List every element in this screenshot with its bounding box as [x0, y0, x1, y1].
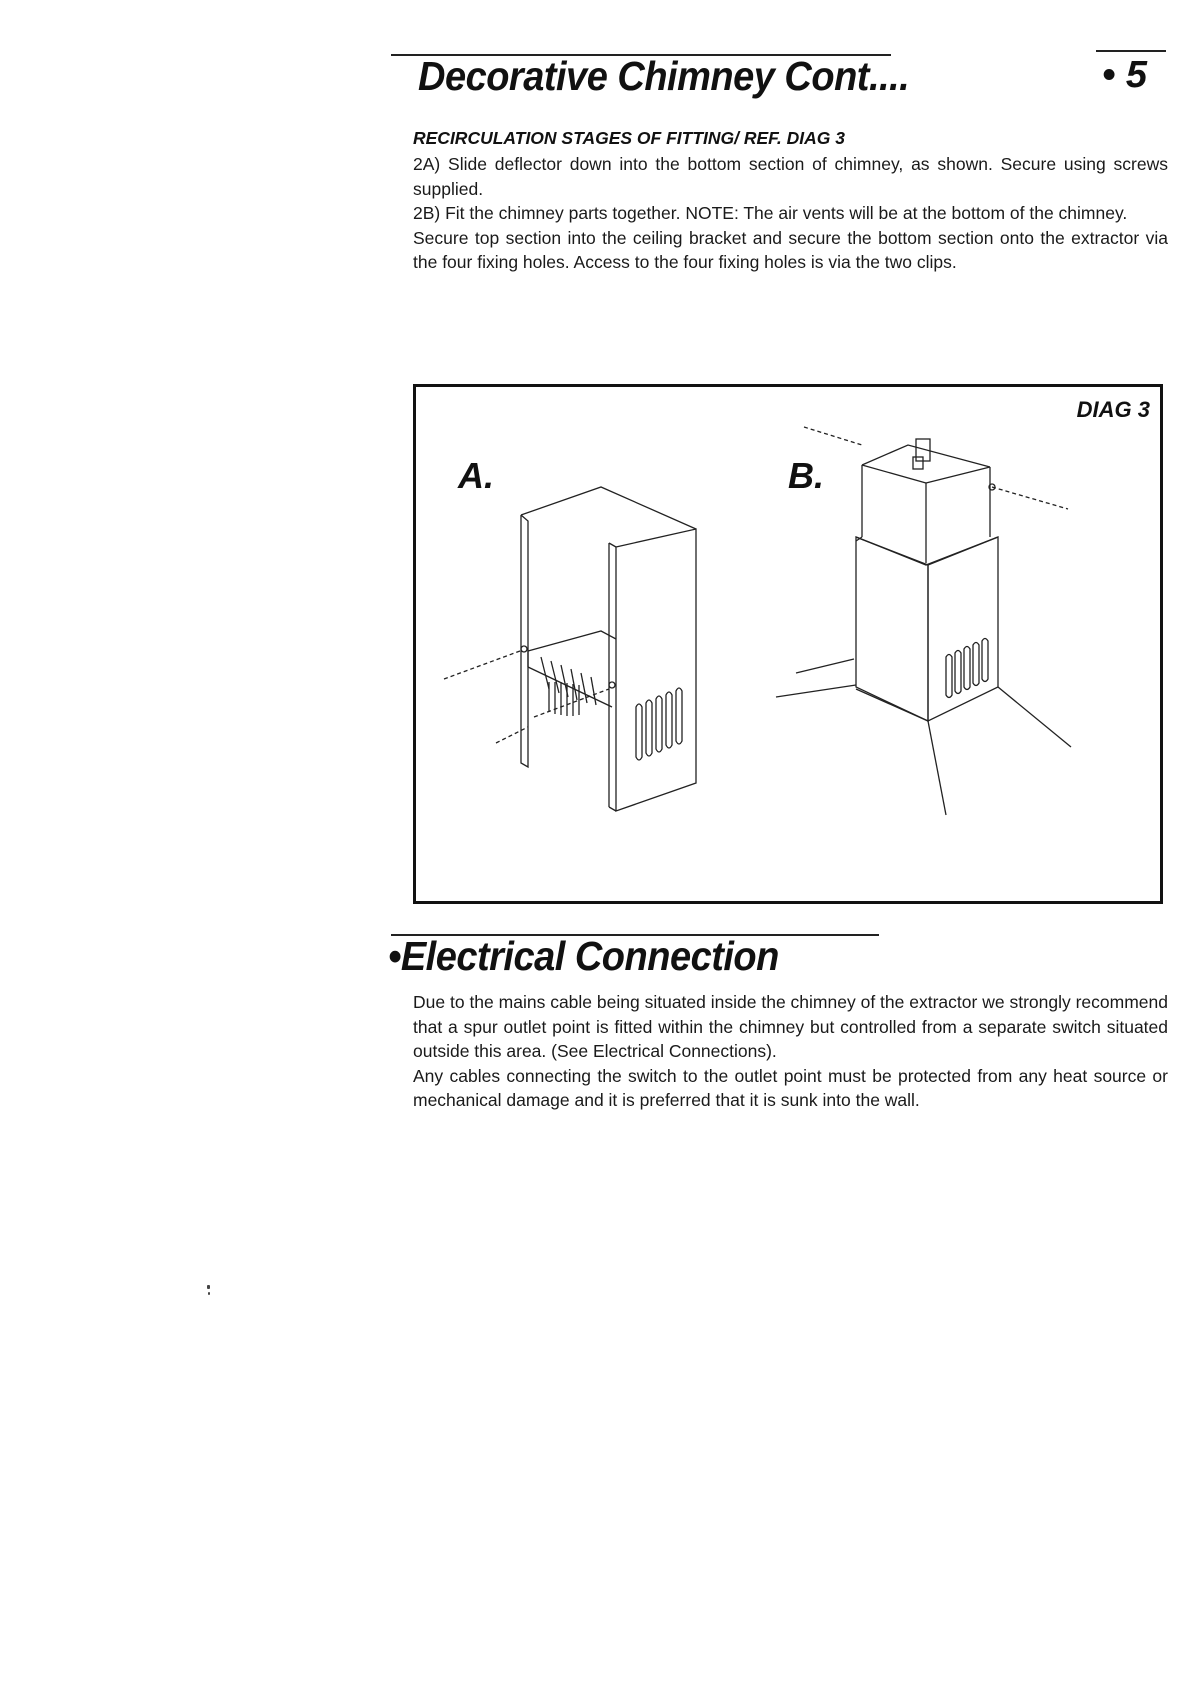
figure-b-chimney-drawing [776, 427, 1071, 815]
chimney-illustration [416, 387, 1160, 901]
page-number-bullet: • [1102, 54, 1116, 96]
diagram-label: DIAG 3 [1076, 397, 1150, 422]
figure-a-chimney-drawing [444, 487, 696, 811]
figure-b-label: B. [788, 455, 824, 496]
diagram-3 [413, 384, 1163, 904]
figure-a-label: A. [458, 455, 494, 496]
electrical-text [413, 990, 1168, 1113]
electrical-para-2: Any cables connecting the switch to the outlet point must be protected from any heat source or mechanical damage and it is preferred that it is sunk into the wall. [413, 1065, 1168, 1110]
scan-speck [207, 1285, 210, 1289]
electrical-bullet: • [388, 934, 401, 980]
recirculation-text [413, 152, 1168, 275]
step-2b: 2B) Fit the chimney parts together. NOTE: The air vents will be at the bottom of the chimney. [413, 203, 1128, 223]
recirculation-subheading: RECIRCULATION STAGES OF FITTING/ REF. DIAG 3 [413, 128, 845, 148]
page-number [1102, 54, 1147, 97]
page-title: Decorative Chimney Cont.... [418, 54, 910, 100]
scan-speck [208, 1292, 210, 1295]
electrical-heading [388, 934, 779, 980]
electrical-title: Electrical Connection [400, 934, 779, 980]
step-2a: 2A) Slide deflector down into the bottom section of chimney, as shown. Secure using screws supplied. [413, 154, 1168, 199]
page-number-value: 5 [1125, 54, 1148, 96]
electrical-para-1: Due to the mains cable being situated inside the chimney of the extractor we strongly recommend that a spur outlet point is fitted within the chimney but controlled from a separate switch situated outside this area. (See Electrical Connections). [413, 992, 1168, 1061]
step-secure: Secure top section into the ceiling bracket and secure the bottom section onto the extractor via the four fixing holes. Access to the four fixing holes is via the two clips. [413, 227, 1168, 272]
header-rule-right [1096, 50, 1166, 52]
